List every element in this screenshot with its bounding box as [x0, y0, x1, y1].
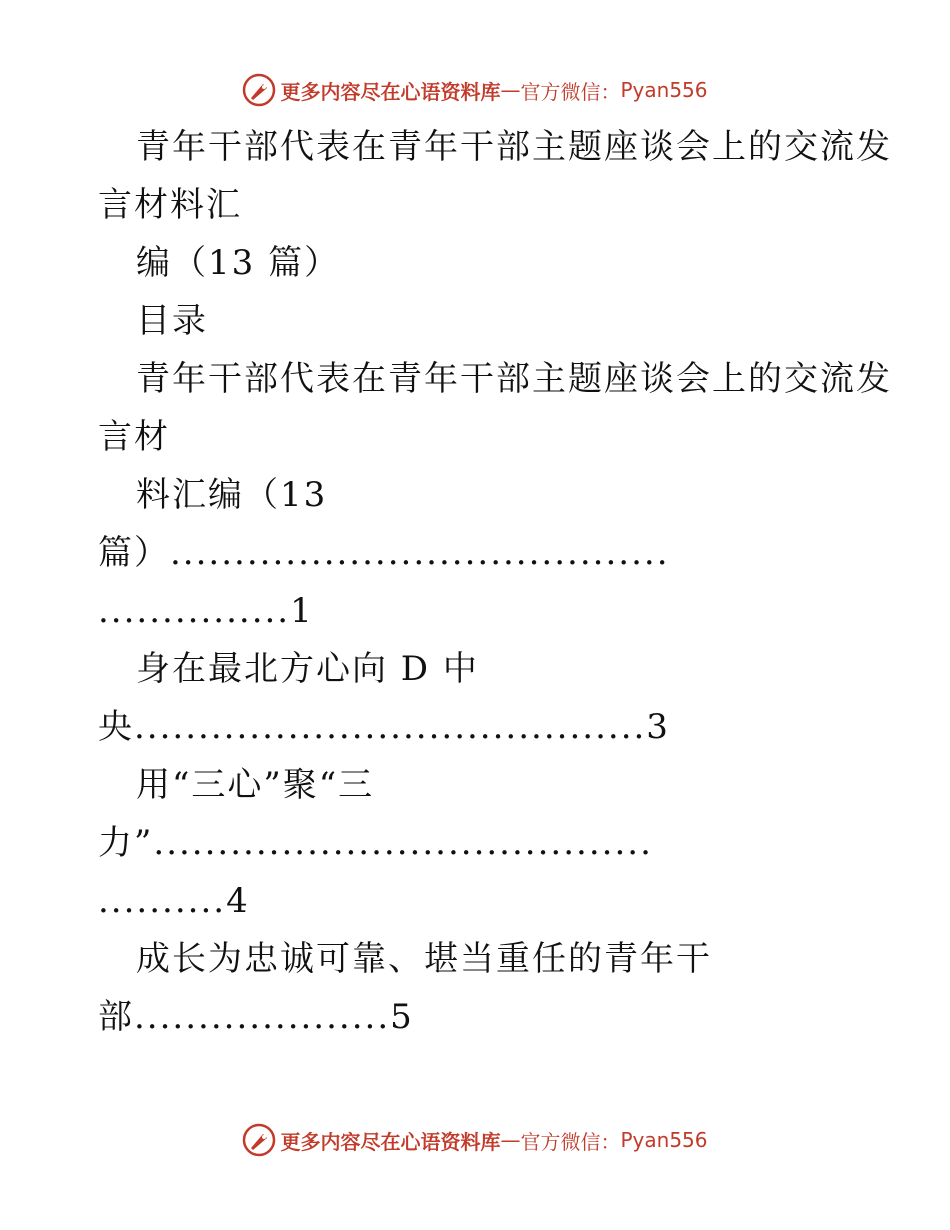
toc-entry-1-line-5: ...............1: [98, 591, 314, 631]
banner-wechat-id: Pyan556: [620, 1128, 708, 1152]
banner-title: 更多内容尽在心语资料库: [280, 1129, 501, 1154]
toc-entry-3-line-2: 力”.......................................: [98, 823, 653, 863]
toc-entry-4-line-1: 成长为忠诚可靠、堪当重任的青年干: [136, 939, 712, 979]
title-line-2: 言材料汇: [98, 185, 242, 225]
toc-entry-1-line-1: 青年干部代表在青年干部主题座谈会上的交流发: [136, 359, 892, 399]
toc-entry-1-line-4: 篇）.......................................: [98, 533, 670, 573]
toc-entry-2-line-2: 央........................................3: [98, 707, 670, 747]
banner-title: 更多内容尽在心语资料库: [280, 79, 501, 104]
banner-official-label: 官方微信：: [520, 1129, 621, 1154]
pen-nib-logo-icon: [242, 1123, 276, 1157]
document-body: [98, 118, 892, 1046]
toc-entry-3-line-1: 用“三心”聚“三: [136, 765, 375, 805]
toc-entry-1-line-2: 言材: [98, 417, 170, 457]
toc-entry-2-line-1: 身在最北方心向 D 中: [136, 649, 479, 689]
footer-banner: [0, 1120, 950, 1160]
toc-entry-3-line-3: ..........4: [98, 881, 250, 921]
header-banner: [0, 70, 950, 110]
toc-heading: 目录: [136, 301, 208, 341]
banner-dash: —: [500, 1128, 521, 1152]
pen-nib-logo-icon: [242, 73, 276, 107]
title-line-3: 编（13 篇）: [136, 243, 341, 283]
toc-entry-1-line-3: 料汇编（13: [136, 475, 328, 515]
banner-dash: —: [500, 78, 521, 102]
title-line-1: 青年干部代表在青年干部主题座谈会上的交流发: [136, 127, 892, 167]
banner-wechat-id: Pyan556: [620, 78, 708, 102]
banner-official-label: 官方微信：: [520, 79, 621, 104]
toc-entry-4-line-2: 部....................5: [98, 997, 414, 1037]
